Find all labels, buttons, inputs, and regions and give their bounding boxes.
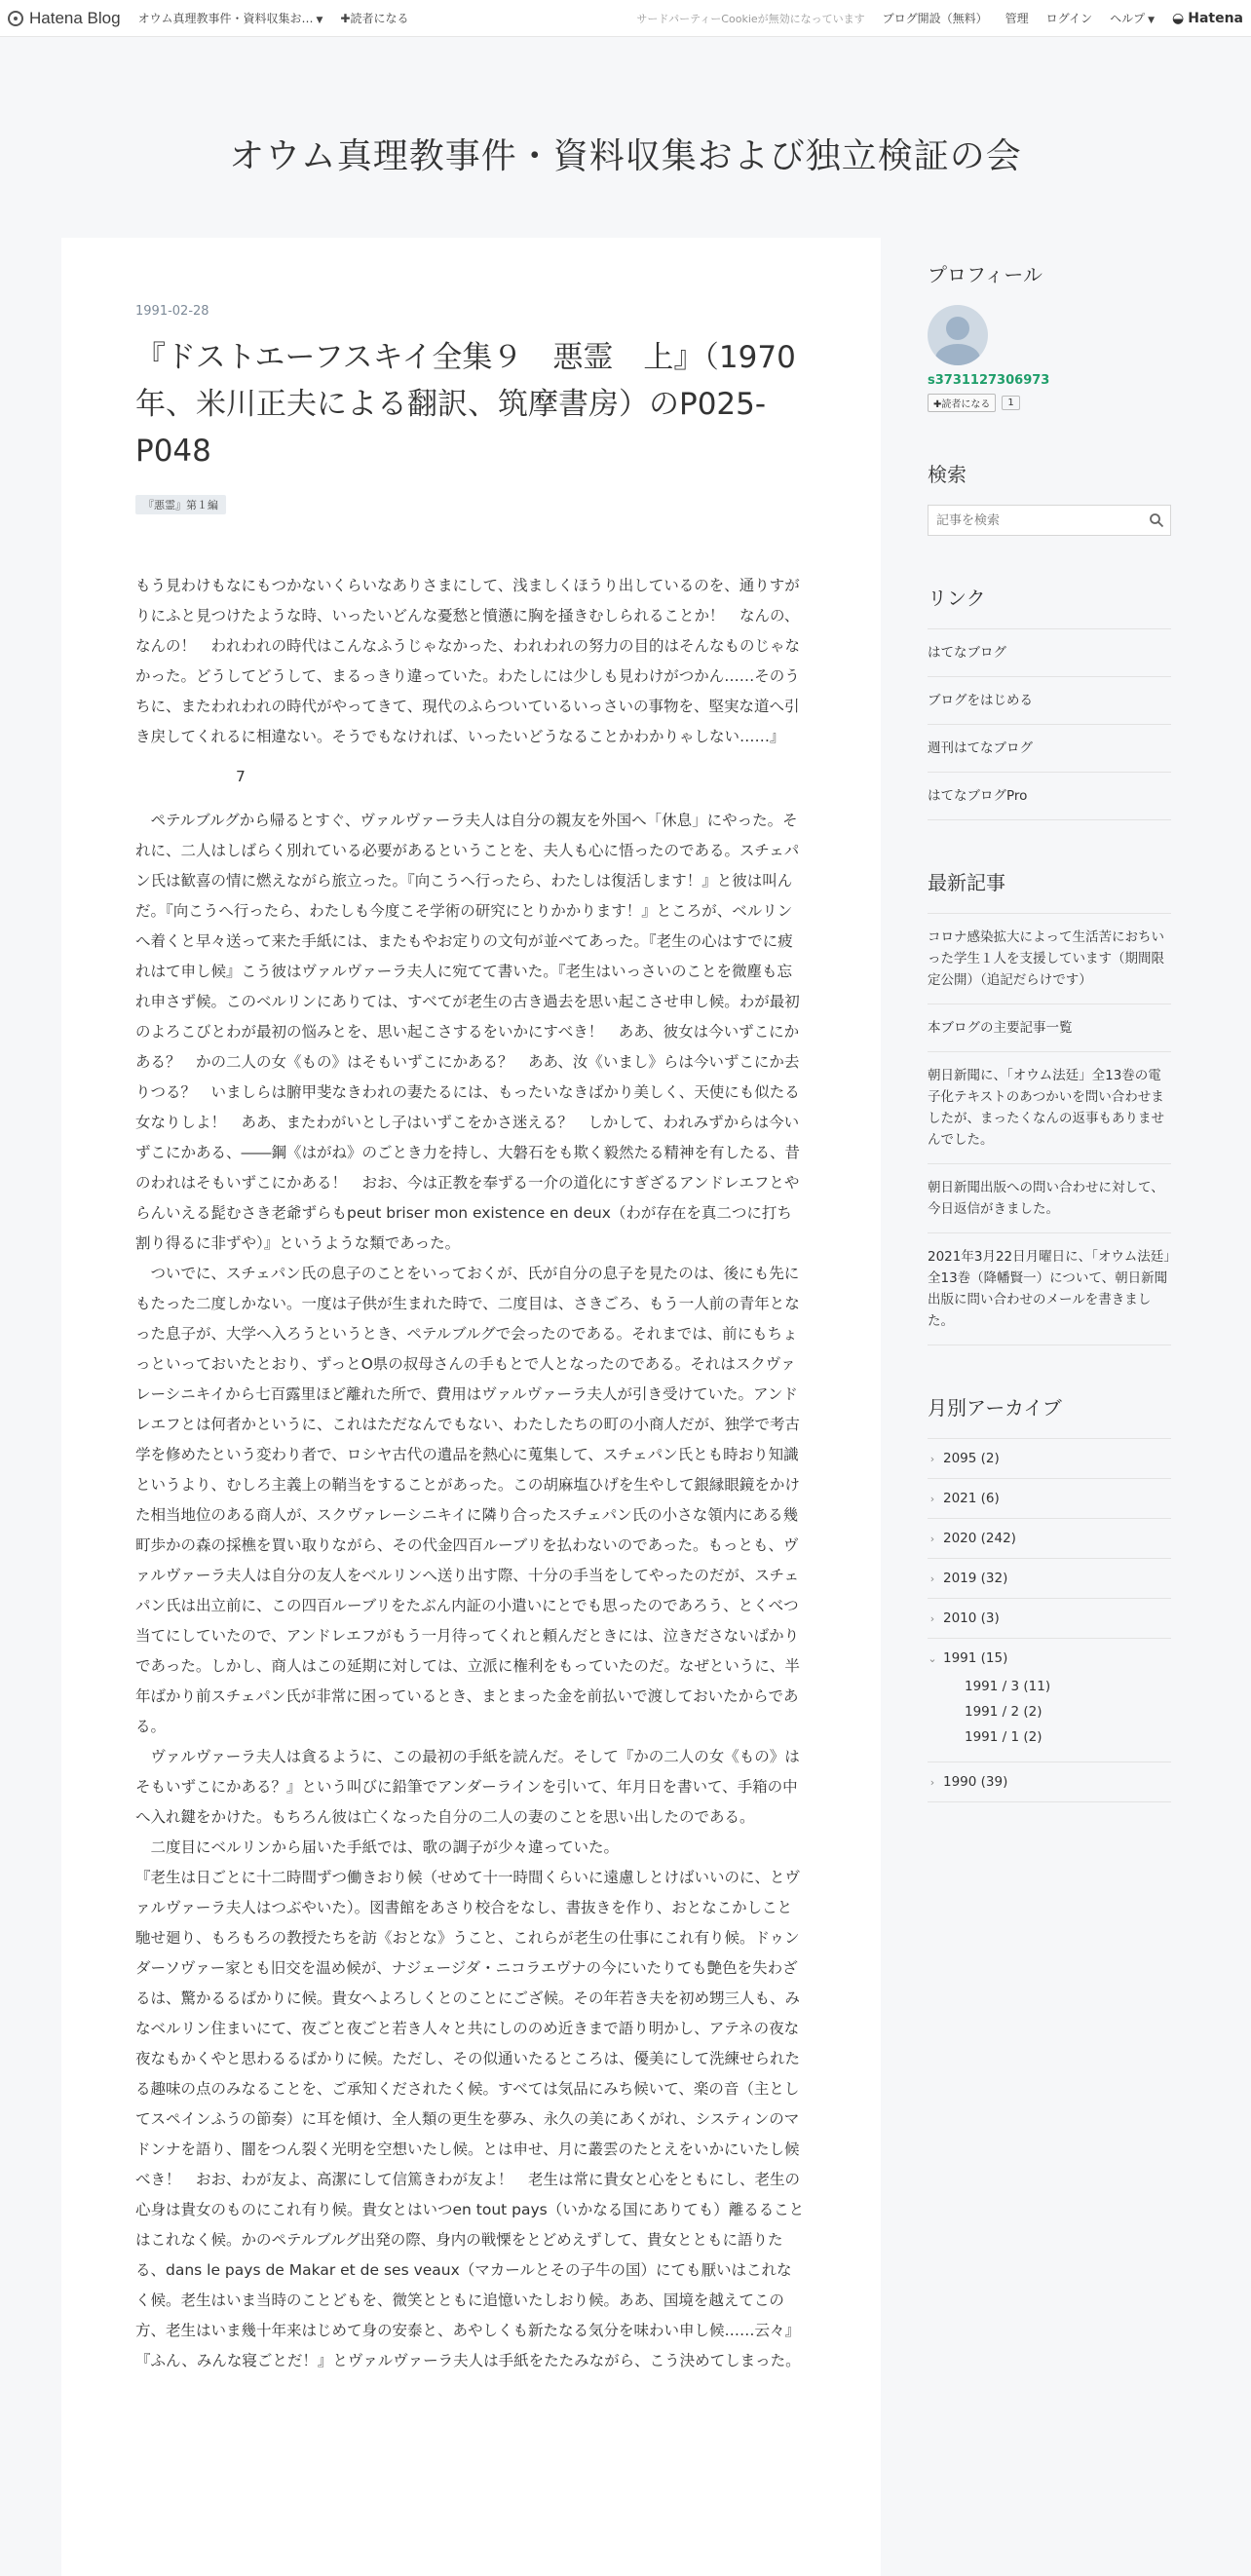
recent-heading: 最新記事 bbox=[928, 871, 1005, 894]
chevron-right-icon[interactable]: › bbox=[929, 1492, 935, 1505]
entry-paragraph: ついでに、スチェパン氏の息子のことをいっておくが、氏が自分の息子を見たのは、後にも先にもたった二度しかない。一度は子供が生まれた時で、二度目は、さきごろ、もう一人前の青年となった息子が、大学へ入ろうというとき、ペテルブルグで会ったのである。それまでは、前にもちょっといっておいたとおり、ずっとO県の叔母さんの手もとで人となったのである。それはスクヴァレーシニキイから七百露里ほど離れた所で、費用はヴァルヴァーラ夫人が引き受けていた。アンドレエフとは何者かというに、これはただなんでもない、わたしたちの町の小商人だが、独学で考古学を修めたという変わり者で、ロシヤ古代の遺品を熱心に蒐集して、スチェパン氏とも時おり知識というより、むしろ主義上の鞘当をすることがあった。この胡麻塩ひげを生やして銀縁眼鏡をかけた相当地位のある商人が、スクヴァレーシニキイに隣り合ったスチェパン氏の小さな領内にある幾町歩かの森の採樵を買い取りながら、その代金四百ルーブリを払わないのであった。もっとも、ヴァルヴァーラ夫人は自分の友人をベルリンへ送り出す際、十分の手当をしてやったのだが、スチェパン氏は出立前に、この四百ルーブリをたぶん内証の小遣いにとでも思ったのであろう、とくべつ当てにしていたので、アンドレエフがもう一月待ってくれと頼んだときには、泣きださないばかりであった。しかし、商人はこの延期に対しては、立派に権利をもっていたのだ。なぜというに、半年ばかり前スチェパン氏が非常に困っているとき、まとまった金を前払いで渡しておいたからである。 bbox=[135, 1265, 801, 1735]
category-tag[interactable]: 『悪霊』第１編 bbox=[135, 495, 226, 514]
profile-name[interactable]: s3731127306973 bbox=[928, 373, 1050, 388]
archive-year bbox=[928, 1559, 1171, 1599]
entry-title[interactable]: 『ドストエーフスキイ全集９ 悪霊 上』（1970年、米川正夫による翻訳、筑摩書房）のP025-P048 bbox=[135, 340, 796, 469]
archive-year-label[interactable]: 1990 (39) bbox=[943, 1774, 1008, 1790]
archive-month[interactable]: 1991 / 2 (2) bbox=[965, 1704, 1042, 1720]
reader-row bbox=[928, 394, 1171, 412]
chevron-right-icon[interactable]: › bbox=[929, 1572, 935, 1585]
link-item[interactable]: はてなブログPro bbox=[928, 773, 1171, 820]
archive-year bbox=[928, 1519, 1171, 1559]
subscribe-link[interactable] bbox=[340, 10, 408, 26]
global-header bbox=[0, 0, 1251, 37]
entry-paragraph: ペテルブルグから帰るとすぐ、ヴァルヴァーラ夫人は自分の親友を外国へ「休息」にやった。それに、二人はしばらく別れている必要があるということを、夫人も心に悟ったのである。スチェパン氏は歓喜の情に燃えながら旅立った。『向こうへ行ったら、わたしは復活します！』と彼は叫んだ。『向こうへ行ったら、わたしも今度こそ学術の研究にとりかかります！』ところが、ベルリンへ着くと早々送って来た手紙には、またもやお定りの文句が並べてあった。『老生の心はすでに疲れはて申し候』こう彼はヴァルヴァーラ夫人に宛てて書いた。『老生はいっさいのことを微塵も忘れ申さず候。このベルリンにありては、すべてが老生の古き過去を思い起こさせ申し候。わが最初のよろこびとわが最初の悩みとを、思い起こさするをいかにすべき！ ああ、彼女は今いずこにかある？ かの二人の女《もの》はそもいずこにかある？ ああ、汝《いまし》らは今いずこにか去りつる？ いましらは腑甲斐なきわれの妻たるには、もったいなきばかり美しく、天使にも似たる女なりしよ！ ああ、またわがいとし子はいずこをかさ迷える？ しかして、われみずからは今いずこにかある、――鋼《はがね》のごとき力を持し、大磐石をも欺く毅然たる精神を有したる、昔のわれはそもいずこにかある！ おお、今は正教を奉ずる一介の道化にすぎざるアンドレエフとやらんいえる髭むさき老爺ずらもpeut briser mon existence en deux（わが存在を真二つに打ち割り得るに非ずや）』というような類であった。 bbox=[135, 812, 801, 1252]
archive-year bbox=[928, 1762, 1171, 1802]
hatena-blog-logo[interactable] bbox=[8, 9, 121, 28]
subscribe-button[interactable] bbox=[928, 394, 996, 412]
recent-entries-module bbox=[928, 867, 1171, 1345]
entry-paragraph: 『老生は日ごとに十二時間ずつ働きおり候（せめて十一時間くらいに遠慮しとけばいいのに、とヴァルヴァーラ夫人はつぶやいた）。図書館をあさり校合をなし、書抜きを作り、おとなこかしこと馳せ廻り、もろもろの教授たちを訪《おとな》うこと、これらが老生の仕事にこれ有り候。ドゥンダーソヴァー家とも旧交を温め候が、ナジェージダ・ニコラエヴナの今にいたりても艶色を失わざるは、驚かるるばかりに候。貴女へよろしくとのことにござ候。その年若き夫を初め甥三人も、みなベルリン住まいにて、夜ごと夜ごと若き人々と共にしののめ近きまで語り明かし、アテネの夜な夜なもかくやと思わるるばかりに候。ただし、その似通いたるところは、優美にして洗練せられたる趣味の点のみなることを、ご承知くだされたく候。すべては気品にみち候いて、楽の音（主としてスペインふうの節奏）に耳を傾け、全人類の更生を夢み、永久の美にあくがれ、システィンのマドンナを語り、闇をつん裂く光明を空想いたし候。とは申せ、月に叢雲のたとえをいかにいたし候べき！ おお、わが友よ、高潔にして信篤きわが友よ！ 老生は常に貴女と心をともにし、老生の心身は貴女のものにこれ有り候。貴女とはいつen tout pays（いかなる国にありても）離るることはこれなく候。かのペテルブルグ出発の際、身内の戦慄をとどめえずして、貴女とともに語りたる、dans le pays de Makar et de ses veaux（マカールとその子牛の国）にても厭いはこれなく候。老生はいま当時のことどもを、微笑とともに追憶いたしおり候。ああ、国境を越えてこの方、老生はいま幾十年来はじめて身の安泰と、あやしくも新たなる気分を味わい申し候……云々』 bbox=[135, 1869, 805, 2339]
chevron-right-icon[interactable]: › bbox=[929, 1452, 935, 1465]
links-list bbox=[928, 628, 1171, 820]
avatar-head-icon bbox=[946, 317, 969, 340]
chevron-right-icon[interactable]: › bbox=[929, 1532, 935, 1545]
cookie-notice: サードパーティーCookieが無効になっています bbox=[636, 12, 865, 25]
recent-list bbox=[928, 913, 1171, 1345]
links-heading: リンク bbox=[928, 587, 986, 610]
entry-paragraph: もう見わけもなにもつかないくらいなありさまにして、浅ましくほうり出しているのを、通りすがりにふと見つけたような時、いったいどんな憂愁と憤懣に胸を掻きむしられることか！ なんの、なんの！ われわれの時代はこんなふうじゃなかった、われわれの努力の目的はそんなものじゃなかった。どうしてどうして、まるっきり違っていた。わたしには少しも見わけがつかん……そのうちに、またわれわれの時代がやってきて、現代のふらついているいっさいの事物を、堅実な道へ引き戻してくれるに相違ない。そうでもなければ、いったいどうなることかわかりゃしない……』 bbox=[135, 577, 801, 745]
hatena-link[interactable] bbox=[1172, 11, 1243, 26]
subscribe-button-label: 読者になる bbox=[941, 399, 991, 410]
archive-year bbox=[928, 1479, 1171, 1519]
plus-icon: ✚ bbox=[340, 12, 351, 25]
archive-year bbox=[928, 1599, 1171, 1639]
archive-year-label[interactable]: 2020 (242) bbox=[943, 1531, 1016, 1546]
archive-year-label[interactable]: 2021 (6) bbox=[943, 1491, 1000, 1506]
entry-date[interactable]: 1991-02-28 bbox=[135, 304, 209, 319]
recent-entry[interactable]: 朝日新聞に、「オウム法廷」全13巻の電子化テキストのあつかいを問い合わせましたが、まったくなんの返事もありませんでした。 bbox=[928, 1052, 1171, 1164]
blog-menu-label: オウム真理教事件・資料収集お… bbox=[137, 12, 314, 25]
hatena-logo-icon bbox=[8, 11, 23, 26]
plus-icon: ✚ bbox=[933, 399, 942, 410]
archive-year-expanded bbox=[928, 1639, 1171, 1762]
archive-month-list bbox=[928, 1674, 1171, 1750]
search-box bbox=[928, 505, 1171, 536]
chevron-down-icon: ▼ bbox=[1148, 16, 1156, 25]
chevron-right-icon[interactable]: › bbox=[929, 1775, 935, 1789]
subscribe-label: 読者になる bbox=[350, 12, 409, 25]
entry-paragraph: 二度目にベルリンから届いた手紙では、歌の調子が少々違っていた。 bbox=[135, 1838, 620, 1856]
chevron-right-icon[interactable]: › bbox=[929, 1611, 935, 1625]
archive-month[interactable]: 1991 / 1 (2) bbox=[965, 1729, 1042, 1745]
entry-body bbox=[135, 571, 805, 2376]
avatar[interactable] bbox=[928, 305, 988, 365]
archive-month[interactable]: 1991 / 3 (11) bbox=[965, 1679, 1051, 1694]
chevron-down-icon: ▼ bbox=[316, 16, 323, 25]
login-link[interactable]: ログイン bbox=[1045, 12, 1093, 25]
admin-link[interactable]: 管理 bbox=[1005, 12, 1029, 25]
brand-label: Hatena Blog bbox=[29, 8, 121, 27]
recent-entry[interactable]: 2021年3月22日月曜日に、「オウム法廷」全13巻（降幡賢一）について、朝日新聞出版に問い合わせのメールを書きました。 bbox=[928, 1233, 1171, 1345]
sidebar bbox=[928, 238, 1171, 1849]
avatar-body-icon bbox=[935, 344, 980, 365]
help-menu[interactable] bbox=[1110, 10, 1155, 26]
chevron-down-icon[interactable]: ⌄ bbox=[928, 1651, 937, 1665]
search-module bbox=[928, 459, 1171, 536]
archive-year-label[interactable]: 2019 (32) bbox=[943, 1571, 1008, 1586]
entry-paragraph: 『ふん、みんな寝ごとだ！』とヴァルヴァーラ夫人は手紙をたたみながら、こう決めてしまった。 bbox=[135, 2352, 801, 2369]
link-item[interactable]: はてなブログ bbox=[928, 629, 1171, 677]
recent-entry[interactable]: 朝日新聞出版への問い合わせに対して、今日返信がきました。 bbox=[928, 1164, 1171, 1233]
blog-title[interactable]: オウム真理教事件・資料収集および独立検証の会 bbox=[229, 136, 1022, 176]
open-blog-link[interactable]: ブログ開設（無料） bbox=[882, 12, 988, 25]
recent-entry[interactable]: コロナ感染拡大によって生活苦におちいった学生１人を支援しています（期間限定公開）（追記だらけです） bbox=[928, 914, 1171, 1004]
profile-heading: プロフィール bbox=[928, 263, 1042, 286]
search-heading: 検索 bbox=[928, 463, 967, 486]
archive-heading: 月別アーカイブ bbox=[928, 1396, 1062, 1420]
archive-year-label[interactable]: 2095 (2) bbox=[943, 1451, 1000, 1466]
reader-count[interactable]: 1 bbox=[1002, 396, 1019, 410]
links-module bbox=[928, 583, 1171, 820]
search-icon[interactable] bbox=[1149, 512, 1164, 528]
link-item[interactable]: 週刊はてなブログ bbox=[928, 725, 1171, 773]
archive-list bbox=[928, 1438, 1171, 1802]
blog-menu[interactable] bbox=[138, 10, 323, 26]
archive-module bbox=[928, 1392, 1171, 1802]
recent-entry[interactable]: 本ブログの主要記事一覧 bbox=[928, 1004, 1171, 1052]
entry-article bbox=[61, 238, 881, 2576]
chapter-number: 7 bbox=[236, 768, 246, 785]
archive-year-label[interactable]: 1991 (15) bbox=[943, 1650, 1008, 1666]
archive-year bbox=[928, 1439, 1171, 1479]
hatena-label: Hatena bbox=[1188, 10, 1243, 26]
hatena-logo-icon: ◒ bbox=[1172, 10, 1185, 26]
search-input[interactable] bbox=[929, 506, 1149, 535]
entry-paragraph: ヴァルヴァーラ夫人は貪るように、この最初の手紙を読んだ。そして『かの二人の女《もの》はそもいずこにかある？』という叫びに鉛筆でアンダーラインを引いて、年月日を書いて、手箱の中へ入れ鍵をかけた。もちろん彼は亡くなった自分の二人の妻のことを思い出したのである。 bbox=[135, 1748, 800, 1826]
help-label: ヘルプ bbox=[1110, 12, 1146, 25]
link-item[interactable]: ブログをはじめる bbox=[928, 677, 1171, 725]
archive-year-label[interactable]: 2010 (3) bbox=[943, 1610, 1000, 1626]
profile-module bbox=[928, 259, 1171, 412]
